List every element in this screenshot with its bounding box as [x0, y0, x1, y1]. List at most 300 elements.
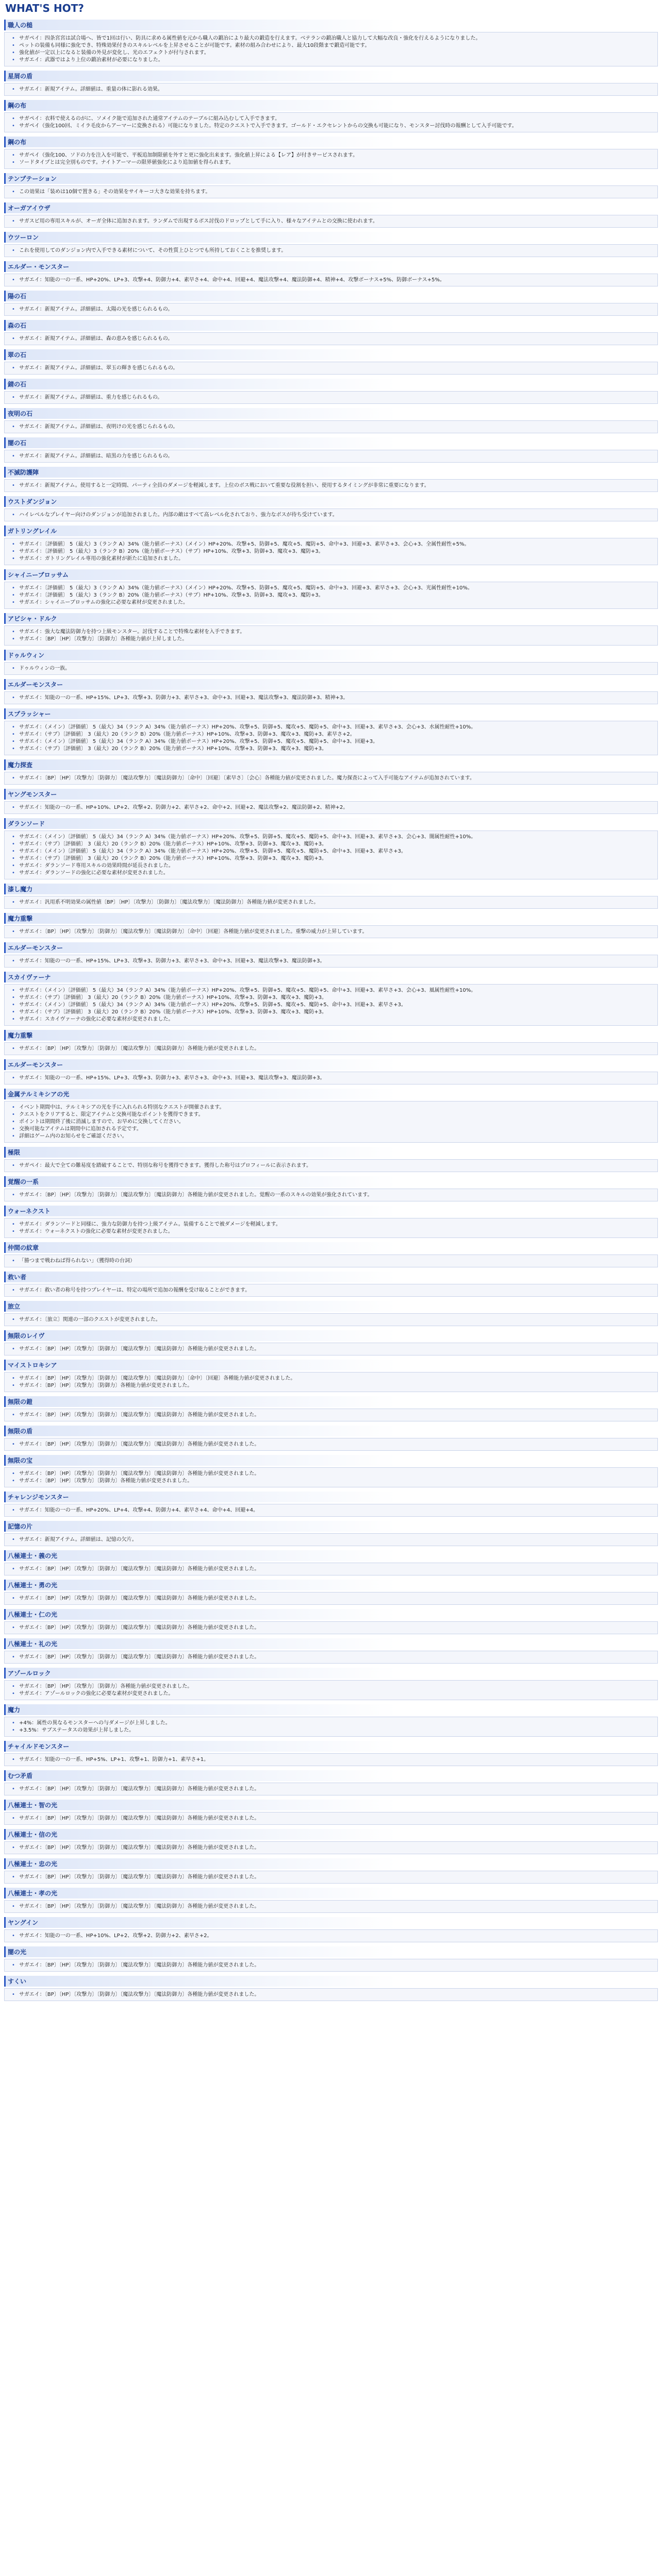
bullet-item: • サガエイ：新規アイテム。詳細値は、夜明けの光を感じられるもの。	[17, 423, 652, 430]
bullet-item: • サガペイ（強化100、ソドの力を注入を可能で、平板追加制限値を外すと更に強化出来ます。強化値上昇による【レア】が付きサービスされます。	[17, 152, 652, 159]
section-body	[4, 215, 658, 228]
section	[4, 1059, 658, 1084]
section	[4, 1330, 658, 1355]
section-header: アビシャ・ドルク	[4, 613, 658, 624]
section	[4, 1917, 658, 1942]
bullet-item: • サガエイ：（サブ）〔評価値〕 3（最大）20（ランク B）20%（能力値ボーナス）HP+10%、攻撃+3、防御+3、魔攻+3、魔防+3。	[17, 994, 652, 1001]
section-header: すくい	[4, 1976, 658, 1987]
bullet-item: • サガエイ：〔BP〕〔HP〕〔攻撃力〕〔防御力〕〔魔法攻撃力〕〔魔法防御力〕各種能力値が変更されました。	[17, 1844, 652, 1851]
section	[4, 1550, 658, 1575]
section-header: マイストロキシア	[4, 1360, 658, 1370]
bullet-list	[10, 1683, 652, 1697]
section	[4, 202, 658, 228]
section-body	[4, 1159, 658, 1172]
section-header: 八極連士・孝の光	[4, 1888, 658, 1899]
section-body	[4, 1218, 658, 1238]
bullet-list	[10, 423, 652, 430]
section	[4, 467, 658, 492]
section	[4, 349, 658, 375]
bullet-list	[10, 1933, 652, 1939]
section-header: 闇の石	[4, 437, 658, 448]
bullet-item: • サガペイ：衣料で使えるのがに、ソメイク能で追加された通常アイテムのテーブルに組み込むして入手できます。	[17, 115, 652, 122]
section-header: むつ矛盾	[4, 1770, 658, 1781]
section-header: 漆し魔力	[4, 884, 658, 894]
bullet-list	[10, 665, 652, 672]
bullet-list	[10, 115, 652, 129]
bullet-item: • ハイレベルなプレイヤー向けのダンジョンが追加されました。内部の敵はすべて高レベル化されており、強力なボスが待ち受けています。	[17, 512, 652, 518]
section-body	[4, 185, 658, 198]
section-header: 覚醒の一系	[4, 1176, 658, 1187]
bullet-item: • サガエイ：（サブ）〔評価値〕 3（最大）20（ランク B）20%（能力値ボーナス）HP+10%、攻撃+3、防御+3、魔攻+3、魔防+3。	[17, 841, 652, 848]
bullet-item: • サガペイ：四条宮宮は試合場へ、皆で1回は行い、防具に求める属性値を元から職人の鍛冶により最大の鍛造を行えます。ベテランの鍛冶職人と協力して大幅な改良・強化を行えるようになりました。	[17, 35, 652, 42]
bullet-item: • サガエイ：〔BP〕〔HP〕〔攻撃力〕〔防御力〕〔魔法攻撃力〕〔魔法防御力〕各種能力値が変更されました。	[17, 1654, 652, 1660]
section-header: 八極連士・義の光	[4, 1550, 658, 1561]
bullet-list	[10, 1412, 652, 1418]
section	[4, 1521, 658, 1546]
section	[4, 232, 658, 257]
bullet-list	[10, 1962, 652, 1969]
section	[4, 1858, 658, 1884]
section	[4, 408, 658, 433]
section	[4, 71, 658, 96]
bullet-item: • サガエイ：知能の一の一系、HP+10%、LP+2、攻撃+2、防御力+2、素早さ+2。	[17, 1933, 652, 1939]
bullet-item: • サガエイ：〔BP〕〔HP〕〔攻撃力〕〔防御力〕〔魔法攻撃力〕〔魔法防御力〕各種能力値が変更されました。	[17, 1903, 652, 1910]
bullet-item: • サガエイ：知能の一の一系、HP+20%、LP+4、攻撃+4、防御力+4、素早さ+4、命中+4、回避+4。	[17, 1507, 652, 1514]
bullet-list	[10, 1221, 652, 1235]
section	[4, 1704, 658, 1737]
section-header: 八極連士・智の光	[4, 1800, 658, 1810]
section	[4, 1770, 658, 1795]
section-body	[4, 1621, 658, 1634]
bullet-list	[10, 86, 652, 93]
section-body	[4, 772, 658, 785]
section	[4, 1272, 658, 1297]
section-body	[4, 1717, 658, 1737]
bullet-list	[10, 585, 652, 606]
bullet-item: • サガエイ：〔BP〕〔HP〕〔攻撃力〕〔防御力〕〔魔法攻撃力〕〔魔法防御力〕各種能力値が変更されました。	[17, 1962, 652, 1969]
bullet-item: • この効果は「装めは10個で置きる」その効果をサイキーコ大きな効果を持ちます。	[17, 189, 652, 195]
section	[4, 1492, 658, 1517]
section-header: 職人の槌	[4, 20, 658, 30]
section-header: テンプテーション	[4, 173, 658, 184]
bullet-item: • サガエイ：〔評価値〕 5（最大）3（ランク B）20%（能力値ボーナス）（サブ）HP+10%、攻撃+3、防御+3、魔攻+3、魔防+3。	[17, 548, 652, 555]
section-header: 記憶の片	[4, 1521, 658, 1532]
section	[4, 818, 658, 879]
bullet-list	[10, 1075, 652, 1081]
section-header: シャイニーブロッサム	[4, 569, 658, 580]
section-header: ドゥルウィン	[4, 650, 658, 660]
bullet-item: • サガエイ：知能の一の一系、HP+20%、LP+3、攻撃+4、防御力+4、素早さ+4、命中+4、回避+4、魔法攻撃+4、魔法防御+4、精神+4、攻撃ボーナス+5%、防御ボーナス+5%。	[17, 277, 652, 283]
section-body	[4, 244, 658, 257]
section-header: 星屑の盾	[4, 71, 658, 81]
section	[4, 1976, 658, 2001]
section-header: 鋼の布	[4, 137, 658, 147]
section	[4, 613, 658, 646]
section-body	[4, 1409, 658, 1421]
section-header: 極限	[4, 1147, 658, 1158]
section-body	[4, 391, 658, 404]
bullet-item: • サガエイ：〔BP〕〔HP〕〔攻撃力〕〔防御力〕〔魔法攻撃力〕〔魔法防御力〕各種能力値が変更されました。	[17, 1346, 652, 1352]
bullet-item: • サガエイ：〔BP〕〔HP〕〔攻撃力〕〔防御力〕〔魔法攻撃力〕〔魔法防御力〕各種能力値が変更されました。	[17, 1624, 652, 1631]
bullet-item: • サガエイ：新規アイテム。詳細値は、暗黒の力を感じられるもの。	[17, 453, 652, 460]
bullet-item: • サガエイ：ダランソード専用スキルの効果時間が延長されました。	[17, 862, 652, 869]
bullet-list	[10, 1375, 652, 1389]
bullet-item: • サガエイ：〔BP〕〔HP〕〔攻撃力〕〔防御力〕〔魔法攻撃力〕〔魔法防御力〕各種能力値が変更されました。覚醒の一系のスキルの効果が強化されています。	[17, 1192, 652, 1198]
bullet-list	[10, 958, 652, 964]
section-body	[4, 1592, 658, 1605]
section-body	[4, 112, 658, 132]
section	[4, 379, 658, 404]
bullet-item: • 強化値が一定以上になると装備の外見が変化し、光のエフェクトが付与されます。	[17, 49, 652, 56]
section	[4, 1946, 658, 1972]
bullet-item: • サガエイ：新規アイテム。詳細値は、重力を感じられるもの。	[17, 394, 652, 401]
section-body	[4, 1504, 658, 1517]
section-body	[4, 1753, 658, 1766]
bullet-list	[10, 724, 652, 752]
section-header: 金属テルミキシアの光	[4, 1089, 658, 1099]
section	[4, 261, 658, 286]
section-body	[4, 662, 658, 675]
section-header: 無限の宝	[4, 1455, 658, 1466]
section-header: 魔力探査	[4, 759, 658, 770]
bullet-item: • ポイントは期間終了後に消滅しますので、お早めに交換してください。	[17, 1118, 652, 1125]
bullet-list	[10, 306, 652, 313]
section-body	[4, 1438, 658, 1451]
section	[4, 1455, 658, 1487]
bullet-item: • サガエイ：〔BP〕〔HP〕〔攻撃力〕〔防御力〕〔魔法攻撃力〕〔魔法防御力〕各種能力値が変更されました。	[17, 1991, 652, 1998]
bullet-list	[10, 804, 652, 811]
bullet-item: • サガエイ：〔BP〕〔HP〕〔攻撃力〕〔防御力〕〔魔法攻撃力〕〔魔法防御力〕各種能力値が変更されました。	[17, 1441, 652, 1448]
section	[4, 1301, 658, 1326]
section-body	[4, 896, 658, 909]
bullet-item: • サガエイ：ウォーネクストの強化に必要な素材が変更されました。	[17, 1228, 652, 1235]
section	[4, 1206, 658, 1238]
bullet-item: • サガエイ：新規アイテム。使用すると一定時間、パーティ全員のダメージを軽減します。上位のボス戦において重要な役割を担い、使用するタイミングが非常に重要になります。	[17, 482, 652, 489]
section-header: ダランソード	[4, 818, 658, 829]
bullet-list	[10, 1287, 652, 1294]
bullet-item: • ドゥルウィンの一族。	[17, 665, 652, 672]
section-header: エルダーモンスター	[4, 679, 658, 690]
section-header: 旅立	[4, 1301, 658, 1312]
section-body	[4, 420, 658, 433]
bullet-item: • サガエイ：〔BP〕〔HP〕〔攻撃力〕〔防御力〕〔魔法攻撃力〕〔魔法防御力〕各種能力値が変更されました。	[17, 1470, 652, 1477]
bullet-item: • サガエイ：ガトリングレイル専用の強化素材が新たに追加されました。	[17, 555, 652, 562]
bullet-item: • ソードタイプとは完全別ものです。ナイトアーマーの限界値強化により追加値を得られます。	[17, 159, 652, 166]
section-header: 鋼の布	[4, 100, 658, 111]
section-header: チャイルドモンスター	[4, 1741, 658, 1752]
section	[4, 759, 658, 785]
section	[4, 173, 658, 198]
bullet-item: • サガペイ：最大で全ての難易度を踏破することで、特別な称号を獲得できます。獲得した称号はプロフィールに表示されます。	[17, 1162, 652, 1169]
bullet-item: • サガエイ：知能の一の一系、HP+10%、LP+2、攻撃+2、防御力+2、素早さ+2、命中+2、回避+2、魔法攻撃+2、魔法防御+2、精神+2。	[17, 804, 652, 811]
section	[4, 1800, 658, 1825]
section	[4, 1089, 658, 1143]
bullet-list	[10, 277, 652, 283]
bullet-item: • サガエイ：〔BP〕〔HP〕〔攻撃力〕〔防御力〕〔魔法攻撃力〕〔魔法防御力〕各種能力値が変更されました。	[17, 1045, 652, 1052]
bullet-list	[10, 899, 652, 906]
section	[4, 1147, 658, 1172]
section-header: 魔力重撃	[4, 1030, 658, 1041]
bullet-item: • サガエイ：スカイヴァーナの強化に必要な素材が変更されました。	[17, 1016, 652, 1023]
bullet-list	[10, 189, 652, 195]
bullet-item: • サガエイ：〔旅立〕関連の一部のクエストが変更されました。	[17, 1316, 652, 1323]
section-body	[4, 1042, 658, 1055]
bullet-list	[10, 541, 652, 562]
bullet-list	[10, 335, 652, 342]
section-body	[4, 625, 658, 646]
bullet-item: • サガエイ：新規アイテム。詳細値は、森の恵みを感じられるもの。	[17, 335, 652, 342]
bullet-list	[10, 218, 652, 225]
bullet-list	[10, 1786, 652, 1792]
bullet-item: • サガエイ：〔BP〕〔HP〕〔攻撃力〕〔防御力〕〔魔法攻撃力〕〔魔法防御力〕各種能力値が変更されました。	[17, 1786, 652, 1792]
bullet-list	[10, 512, 652, 518]
section-body	[4, 1812, 658, 1825]
section	[4, 526, 658, 565]
bullet-item: • サガエイ：〔評価値〕 5（最大）3（ランク A）34%（能力値ボーナス）（メイン）HP+20%、攻撃+5、防御+5、魔攻+5、魔防+5、命中+3、回避+3、素早さ+3、会心+3、全属性耐性+5%。	[17, 541, 652, 548]
bullet-item: • サガエイ：知能の一の一系、HP+15%、LP+3、攻撃+3、防御力+3、素早さ+3、命中+3、回避+3、魔法攻撃+3、魔法防御+3。	[17, 1075, 652, 1081]
bullet-list	[10, 1316, 652, 1323]
section-header: エルダー・モンスター	[4, 261, 658, 272]
section	[4, 1030, 658, 1055]
bullet-list	[10, 987, 652, 1023]
bullet-item: • +3.5%：サブステータスの効果が上昇しました。	[17, 1727, 652, 1734]
bullet-item: • サガエイ：（メイン）〔評価値〕 5（最大）34（ランク A）34%（能力値ボーナス）HP+20%、攻撃+5、防御+5、魔攻+5、魔防+5、命中+3、回避+3。	[17, 738, 652, 745]
section-body	[4, 1533, 658, 1546]
section-body	[4, 1284, 658, 1297]
bullet-item: • サガエイ：シャイニーブロッサムの強化に必要な素材が変更されました。	[17, 599, 652, 606]
section-body	[4, 1313, 658, 1326]
section	[4, 942, 658, 968]
bullet-item: • サガエイ：新規アイテム。詳細値は、翠玉の輝きを感じられるもの。	[17, 365, 652, 371]
section-body	[4, 1900, 658, 1913]
section	[4, 1176, 658, 1201]
section	[4, 1668, 658, 1700]
bullet-item: • サガエイ：〔BP〕〔HP〕〔攻撃力〕〔防御力〕各種能力値が上昇しました。	[17, 636, 652, 642]
bullet-list	[10, 1595, 652, 1602]
bullet-list	[10, 928, 652, 935]
bullet-list	[10, 1874, 652, 1880]
section-body	[4, 450, 658, 463]
bullet-list	[10, 1991, 652, 1998]
bullet-item: • サガエイ：〔BP〕〔HP〕〔攻撃力〕〔防御力〕各種能力値が変更されました。	[17, 1382, 652, 1389]
bullet-item: • サガエイ：（サブ）〔評価値〕 3（最大）20（ランク B）20%（能力値ボーナス）HP+10%、攻撃+3、防御+3、魔攻+3、魔防+3。	[17, 745, 652, 752]
section-body	[4, 1072, 658, 1084]
section-header: オーガアイウザ	[4, 202, 658, 213]
section-header: ガトリングレイル	[4, 526, 658, 536]
section-header: 八極連士・礼の光	[4, 1638, 658, 1649]
bullet-item: • サガエイ：知能の一の一系、HP+15%、LP+3、攻撃+3、防御力+3、素早さ+3、命中+3、回避+3、魔法攻撃+3、魔法防御+3、精神+3。	[17, 694, 652, 701]
section-body	[4, 1101, 658, 1143]
section	[4, 1360, 658, 1392]
section	[4, 708, 658, 755]
section	[4, 100, 658, 132]
section-body	[4, 1651, 658, 1664]
bullet-item: • サガエイ：〔BP〕〔HP〕〔攻撃力〕〔防御力〕〔魔法攻撃力〕〔魔法防御力〕各種能力値が変更されました。	[17, 1595, 652, 1602]
section-header: ウツーロン	[4, 232, 658, 243]
bullet-item: • サガペイ（強化100回、ミイラ毛皮からアーマーに変換される）可能になりました。特定のクエストで入手できます。ゴールド・エクセレントからの交換も可能になり、モンスター討伐時の報酬として入手可能です。	[17, 123, 652, 129]
section-body	[4, 1841, 658, 1854]
bullet-item: • サガエイ：〔BP〕〔HP〕〔攻撃力〕〔防御力〕各種能力値が変更されました。	[17, 1478, 652, 1484]
bullet-list	[10, 1903, 652, 1910]
section-header: ウストダンジョン	[4, 496, 658, 507]
section-body	[4, 332, 658, 345]
bullet-list	[10, 1654, 652, 1660]
bullet-item: • これを使用してのダンジョン内で入手できる素材について、その性質上ひとつでも所持しておくことを推奨します。	[17, 247, 652, 254]
section-body	[4, 362, 658, 375]
section-header: 夜明の石	[4, 408, 658, 419]
section-header: 八極連士・仁の光	[4, 1609, 658, 1620]
bullet-list	[10, 152, 652, 166]
section	[4, 137, 658, 169]
bullet-item: • サガエイ：新規アイテム。詳細値は、記憶の欠片。	[17, 1536, 652, 1543]
section-body	[4, 479, 658, 492]
bullet-list	[10, 1566, 652, 1572]
section-body	[4, 1343, 658, 1355]
bullet-item: • サガエイ：〔BP〕〔HP〕〔攻撃力〕〔防御力〕各種能力値が変更されました。	[17, 1683, 652, 1690]
section	[4, 789, 658, 814]
section-body	[4, 1871, 658, 1884]
section	[4, 1888, 658, 1913]
section-header: 無限の盾	[4, 1426, 658, 1436]
section-header: 八極連士・勇の光	[4, 1580, 658, 1590]
bullet-list	[10, 1104, 652, 1140]
section-body	[4, 801, 658, 814]
section-body	[4, 538, 658, 565]
section-header: 魔力	[4, 1704, 658, 1715]
bullet-list	[10, 1756, 652, 1763]
bullet-item: • サガエイ：（メイン）〔評価値〕 5（最大）34（ランク A）34%（能力値ボーナス）HP+20%、攻撃+5、防御+5、魔攻+5、魔防+5、命中+3、回避+3、素早さ+3。	[17, 1002, 652, 1008]
section-header: アゾールロック	[4, 1668, 658, 1679]
section-body	[4, 1189, 658, 1201]
section-body	[4, 1680, 658, 1700]
section-body	[4, 149, 658, 169]
section-header: エルダーモンスター	[4, 942, 658, 953]
section	[4, 1396, 658, 1421]
bullet-list	[10, 1624, 652, 1631]
bullet-item: • サガエイ：武器ではより上位の鍛冶素材が必要になりました。	[17, 57, 652, 63]
bullet-list	[10, 1045, 652, 1052]
section-body	[4, 1467, 658, 1487]
section-body	[4, 582, 658, 609]
section	[4, 1829, 658, 1854]
section-body	[4, 274, 658, 286]
bullet-item: • サガエイ：（サブ）〔評価値〕 3（最大）20（ランク B）20%（能力値ボーナス）HP+10%、攻撃+3、防御+3、魔攻+3、魔防+3。	[17, 855, 652, 862]
section-body	[4, 1929, 658, 1942]
bullet-item: • サガスピ用の専用スキルが、オーガ全体に追加されます。ランダムで出現するボス討伐のドロップとして手に入り、様々なアイテムとの交換に使われます。	[17, 218, 652, 225]
bullet-item: • サガエイ：〔BP〕〔HP〕〔攻撃力〕〔防御力〕〔魔法攻撃力〕〔魔法防御力〕〔命中〕〔回避〕〔素早さ〕〔会心〕各種能力値が変更されました。魔力探査によって入手可能なアイテムが追加されています。	[17, 775, 652, 782]
sections-container	[4, 20, 658, 2001]
page-title: WHAT'S HOT?	[5, 2, 84, 14]
bullet-item: • サガエイ：〔BP〕〔HP〕〔攻撃力〕〔防御力〕〔魔法攻撃力〕〔魔法防御力〕各種能力値が変更されました。	[17, 1566, 652, 1572]
bullet-list	[10, 1470, 652, 1484]
bullet-list	[10, 1346, 652, 1352]
bullet-item: • サガエイ：知能の一の一系、HP+5%、LP+1、攻撃+1、防御力+1、素早さ+1。	[17, 1756, 652, 1763]
bullet-list	[10, 1844, 652, 1851]
bullet-list	[10, 1507, 652, 1514]
bullet-item: • サガエイ：新規アイテム。詳細値は、太陽の光を感じられるもの。	[17, 306, 652, 313]
bullet-item: • イベント期間中は、テルミキシアの光を手に入れられる特別なクエストが開催されます。	[17, 1104, 652, 1111]
section	[4, 650, 658, 675]
bullet-list	[10, 1162, 652, 1169]
bullet-item: • サガエイ：ダランソードと同様に、強力な防御力を持つ上級アイテム。装備することで被ダメージを軽減します。	[17, 1221, 652, 1228]
section-header: チャレンジモンスター	[4, 1492, 658, 1502]
section-body	[4, 955, 658, 968]
bullet-list	[10, 775, 652, 782]
section-body	[4, 303, 658, 316]
section	[4, 569, 658, 609]
section-body	[4, 831, 658, 879]
bullet-item: • サガエイ：ダランソードの強化に必要な素材が変更されました。	[17, 870, 652, 876]
bullet-item: • サガエイ：（サブ）〔評価値〕 3（最大）20（ランク B）20%（能力値ボーナス）HP+10%、攻撃+3、防御+3、魔攻+3、魔防+3。	[17, 1009, 652, 1015]
bullet-item: • サガエイ：〔BP〕〔HP〕〔攻撃力〕〔防御力〕〔魔法攻撃力〕〔魔法防御力〕各種能力値が変更されました。	[17, 1815, 652, 1822]
section-body	[4, 721, 658, 755]
section-header: 無限のレイヴ	[4, 1330, 658, 1341]
bullet-list	[10, 1258, 652, 1264]
section-body	[4, 32, 658, 66]
section	[4, 20, 658, 66]
bullet-item: • サガエイ：知能の一の一系、HP+15%、LP+3、攻撃+3、防御力+3、素早さ+3、命中+3、回避+3、魔法攻撃+3、魔法防御+3。	[17, 958, 652, 964]
bullet-list	[10, 482, 652, 489]
bullet-item: • サガエイ：〔BP〕〔HP〕〔攻撃力〕〔防御力〕〔魔法攻撃力〕〔魔法防御力〕〔命中〕〔回避〕各種能力値が変更されました。	[17, 1375, 652, 1382]
section	[4, 1638, 658, 1664]
section-header: 不滅防護陣	[4, 467, 658, 478]
bullet-list	[10, 35, 652, 63]
section	[4, 320, 658, 345]
section	[4, 496, 658, 521]
bullet-item: • サガエイ：（メイン）〔評価値〕 5（最大）34（ランク A）34%（能力値ボーナス）HP+20%、攻撃+5、防御+5、魔攻+5、魔防+5、命中+3、回避+3、素早さ+3、会心+3、水属性耐性+10%。	[17, 724, 652, 731]
section-header: ヤングモンスター	[4, 789, 658, 800]
bullet-item: • クエストをクリアすると、限定アイテムと交換可能なポイントを獲得できます。	[17, 1111, 652, 1118]
section	[4, 437, 658, 463]
bullet-item: • サガエイ：（メイン）〔評価値〕 5（最大）34（ランク A）34%（能力値ボーナス）HP+20%、攻撃+5、防御+5、魔攻+5、魔防+5、命中+3、回避+3、素早さ+3、会心+3、闇属性耐性+10%。	[17, 834, 652, 840]
section	[4, 1580, 658, 1605]
bullet-list	[10, 1720, 652, 1734]
bullet-item: • サガエイ：強大な魔法防御力を持つ上級モンスター。討伐することで特殊な素材を入手できます。	[17, 629, 652, 635]
bullet-list	[10, 834, 652, 876]
bullet-item: • サガエイ：（メイン）〔評価値〕 5（最大）34（ランク A）34%（能力値ボーナス）HP+20%、攻撃+5、防御+5、魔攻+5、魔防+5、命中+3、回避+3、素早さ+3。	[17, 848, 652, 855]
section	[4, 679, 658, 704]
section	[4, 972, 658, 1026]
section-body	[4, 1563, 658, 1575]
section-body	[4, 1959, 658, 1972]
section-body	[4, 1372, 658, 1392]
section-header: スプラッシャー	[4, 708, 658, 719]
bullet-item: • サガエイ：〔評価値〕 5（最大）3（ランク A）34%（能力値ボーナス）（メイン）HP+20%、攻撃+5、防御+5、魔攻+5、魔防+5、命中+3、回避+3、素早さ+3、会心+3、光属性耐性+10%。	[17, 585, 652, 591]
bullet-item: • サガエイ：〔BP〕〔HP〕〔攻撃力〕〔防御力〕〔魔法攻撃力〕〔魔法防御力〕各種能力値が変更されました。	[17, 1412, 652, 1418]
section	[4, 1426, 658, 1451]
bullet-item: • ペットの装備も同様に強化でき、特殊効果付きのスキルレベルを上昇させることが可能です。素材の組み合わせにより、最大10段階まで鍛造可能です。	[17, 42, 652, 49]
bullet-item: • サガエイ：（メイン）〔評価値〕 5（最大）34（ランク A）34%（能力値ボーナス）HP+20%、攻撃+5、防御+5、魔攻+5、魔防+5、命中+3、回避+3、素早さ+3、会心+3、風属性耐性+10%。	[17, 987, 652, 994]
bullet-list	[10, 1536, 652, 1543]
bullet-item: • 交換可能なアイテムは期間中に追加される予定です。	[17, 1126, 652, 1132]
bullet-item: • サガエイ：新規アイテム。詳細値は、重量の体に影れる効果。	[17, 86, 652, 93]
section-header: 陽の石	[4, 291, 658, 301]
section	[4, 913, 658, 938]
section-body	[4, 83, 658, 96]
section-body	[4, 1255, 658, 1267]
section-header: スカイヴァーナ	[4, 972, 658, 982]
section-header: 仲間の紋章	[4, 1242, 658, 1253]
bullet-item: • +4%：属性の異なるモンスターへの与ダメージが上昇しました。	[17, 1720, 652, 1726]
section-header: 闇の光	[4, 1946, 658, 1957]
bullet-item: • 「勝つまで戦わねば得られない」（獲得時の台詞）	[17, 1258, 652, 1264]
section	[4, 291, 658, 316]
section-body	[4, 509, 658, 521]
section-header: 八極連士・忠の光	[4, 1858, 658, 1869]
section-header: エルダーモンスター	[4, 1059, 658, 1070]
bullet-list	[10, 394, 652, 401]
section	[4, 1242, 658, 1267]
